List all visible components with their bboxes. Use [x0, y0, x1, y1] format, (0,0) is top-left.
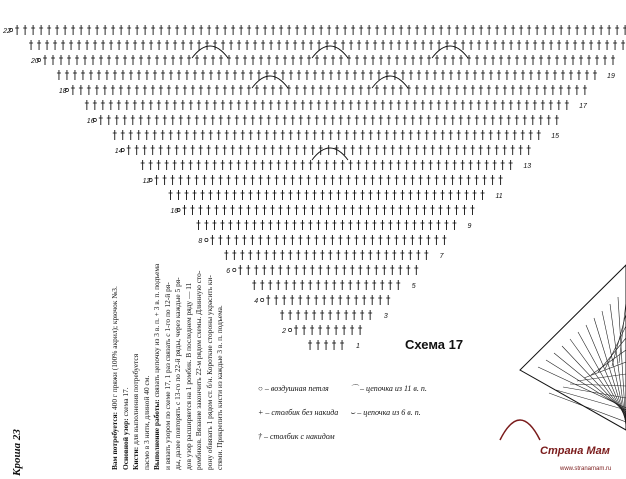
row-number: 22	[3, 28, 11, 35]
row-number: 8	[198, 238, 203, 245]
row-number: 9	[467, 223, 472, 230]
watermark-logo: Страна Мам	[540, 445, 610, 457]
mesh-line	[563, 387, 626, 398]
legend-arc6: ⌣ – цепочка из 6 в. п.	[350, 408, 421, 417]
row-number: 7	[439, 253, 444, 260]
legend-double: † – столбик с накидом	[258, 432, 335, 441]
legend-arc11: ⌒ – цепочка из 11 в. п.	[350, 384, 427, 393]
mesh-line	[586, 325, 626, 420]
chain-mark	[233, 268, 236, 271]
chain-mark	[261, 298, 264, 301]
legend-chain: ○ – воздушная петля	[258, 384, 329, 393]
plus-icon: + –	[258, 408, 270, 417]
chain-icon: ○ –	[258, 384, 269, 393]
dc-icon: † –	[258, 432, 268, 441]
chain-mark	[205, 238, 208, 241]
row-number: 13	[523, 163, 532, 170]
row-number: 1	[355, 343, 360, 350]
row-number: 18	[58, 88, 67, 95]
row-number: 11	[495, 193, 503, 200]
row-number: 3	[383, 313, 388, 320]
row-number: 19	[607, 73, 615, 80]
row-number: 17	[579, 103, 587, 110]
chain-mark	[289, 328, 292, 331]
row-number: 16	[86, 118, 95, 125]
row-number: 4	[254, 298, 259, 305]
arc-icon: ⌒ –	[350, 384, 364, 393]
scheme-title: Схема 17	[405, 337, 464, 352]
mesh-line	[556, 390, 626, 410]
instructions: Вам потребуется: 400 г пряжи (100% акрил); крючок №3. Основной узор: схема 17. Кисти: для выполнения потребуется пасмо в 3 нити, длиной 40 см. Выполнение работы: связать цепочку из 3 в. п. + 3 в. п. подъема и вязать узором по схеме 17, 1 раз связать с 1-го по 12-й ря- ды, далее повторять с 13-го по 22-й ряды, через каждые 5 ря- дов узор расширяется на 1 ромбик. В последнем ряду — 11 ромбиков. Вязание закончить 22-м рядом схемы. Длинную сто- рону обвязать 1 рядом ст. б/н. Короткие стороны украсить ки- стями. Прикрепить кисти из каждые 3 в. п. подъема.	[110, 263, 224, 470]
watermark-url: www.stranamam.ru	[560, 466, 612, 472]
row-number: 12	[142, 178, 151, 185]
row-number: 10	[170, 208, 179, 215]
mesh-line	[584, 362, 626, 378]
row-number: 20	[31, 58, 39, 65]
row-number: 2	[282, 328, 287, 335]
brand-footer: Кроша 23	[11, 429, 23, 476]
watermark-icon	[500, 420, 540, 440]
mesh-line	[594, 318, 626, 422]
row-number: 15	[551, 133, 560, 140]
row-number: 6	[226, 268, 231, 275]
arc-icon: ⌣ –	[350, 408, 362, 417]
mesh-line	[591, 350, 626, 375]
row-number: 14	[114, 148, 123, 155]
legend-single: + – столбик без накида	[258, 408, 339, 417]
arc-mark	[312, 148, 348, 160]
row-number: 5	[411, 283, 416, 290]
